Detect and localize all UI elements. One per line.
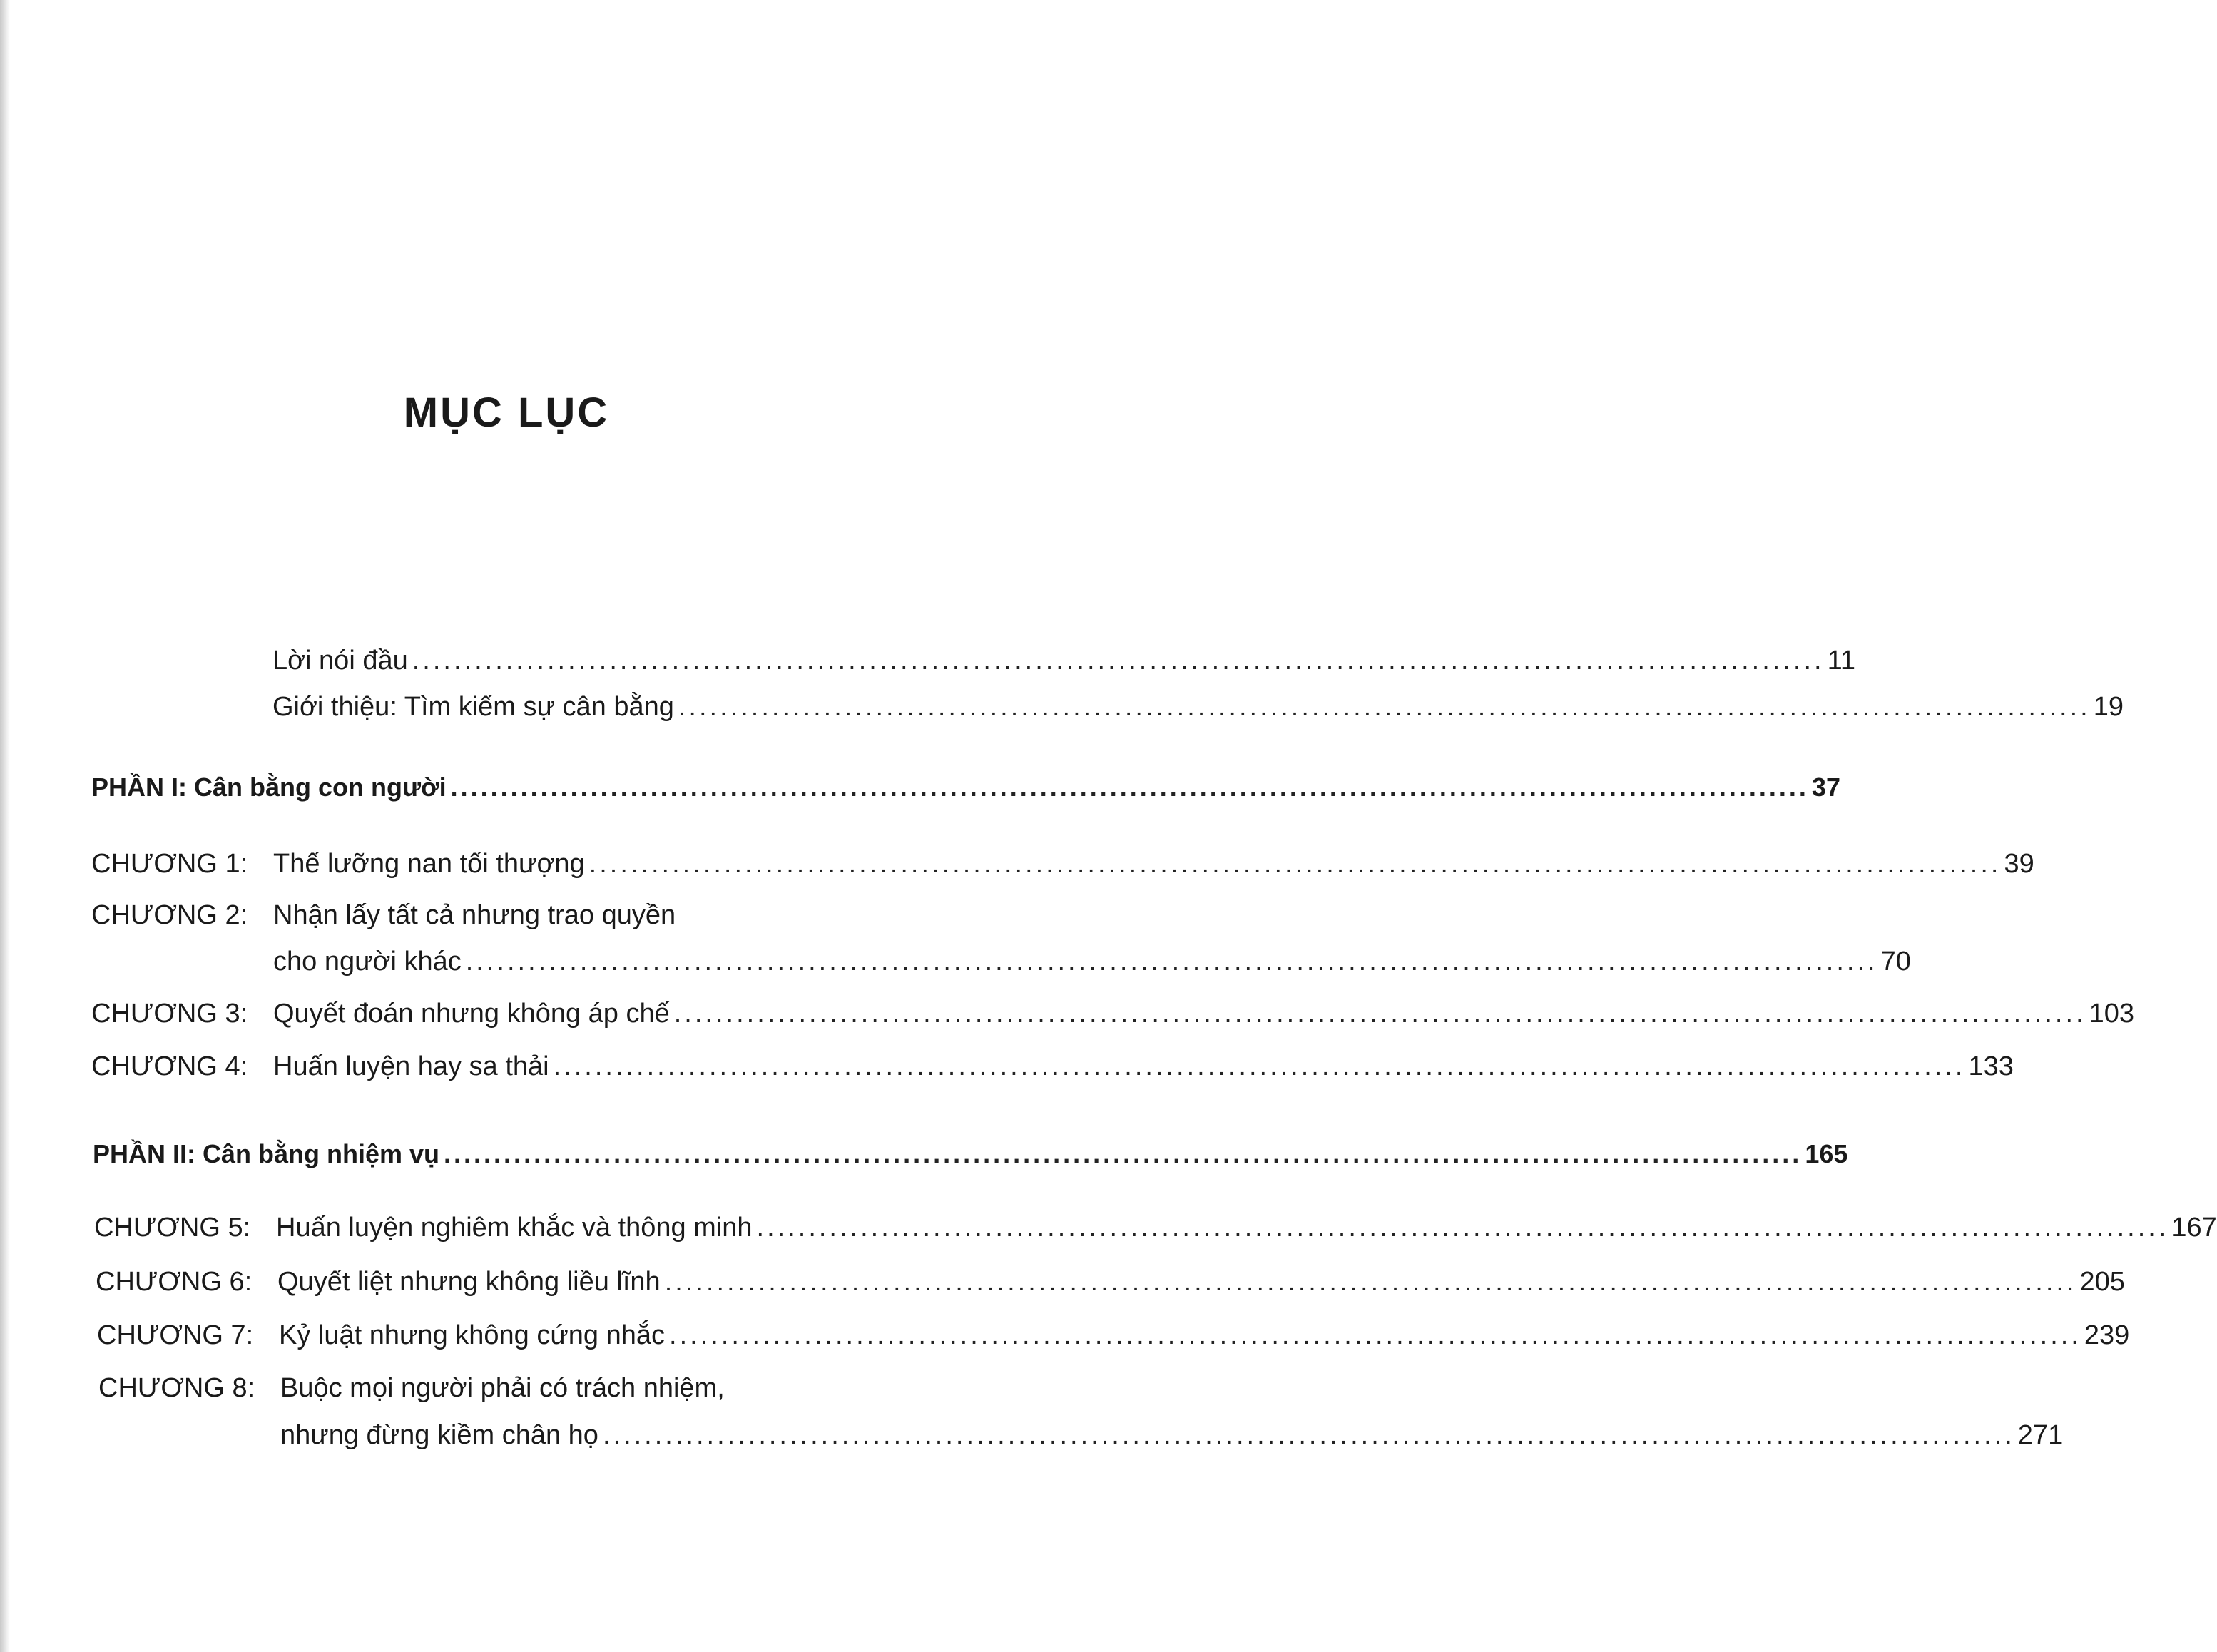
dot-leader: ........................................................................................................................................ bbox=[664, 1267, 2077, 1297]
dot-leader: ........................................................................................................................................ bbox=[553, 1051, 1966, 1081]
dot-leader: ........................................................................................................................................ bbox=[673, 999, 2086, 1029]
toc-chapter-4[interactable] bbox=[91, 1051, 2014, 1082]
toc-page-number: 239 bbox=[2084, 1320, 2130, 1350]
toc-chapter-8[interactable] bbox=[98, 1373, 914, 1404]
toc-page-number: 205 bbox=[2079, 1267, 2125, 1297]
toc-chapter-5[interactable] bbox=[94, 1213, 2217, 1243]
toc-part-title: PHẦN II: Cân bằng nhiệm vụ bbox=[93, 1139, 440, 1168]
toc-chapter-2[interactable] bbox=[91, 900, 913, 931]
toc-page-number: 103 bbox=[2089, 999, 2134, 1029]
dot-leader: ........................................................................................................................................ bbox=[444, 1139, 1803, 1168]
toc-page-number: 19 bbox=[2093, 692, 2124, 722]
chapter-label: CHƯƠNG 2: bbox=[91, 900, 248, 930]
toc-chapter-8-continued[interactable] bbox=[280, 1420, 2064, 1451]
toc-part-title: PHẦN I: Cân bằng con người bbox=[91, 773, 447, 802]
chapter-title-line2: nhưng đừng kiềm chân họ bbox=[280, 1420, 598, 1450]
chapter-title-line1: Nhận lấy tất cả nhưng trao quyền bbox=[273, 900, 676, 930]
dot-leader: ........................................................................................................................................ bbox=[602, 1420, 2015, 1450]
toc-chapter-3[interactable] bbox=[91, 999, 2134, 1029]
chapter-label: CHƯƠNG 5: bbox=[94, 1213, 251, 1243]
chapter-label: CHƯƠNG 8: bbox=[98, 1373, 255, 1403]
toc-chapter-1[interactable] bbox=[91, 849, 2034, 879]
toc-chapter-2-continued[interactable] bbox=[273, 947, 1911, 977]
toc-part-2[interactable] bbox=[93, 1139, 1848, 1169]
toc-part-1[interactable] bbox=[91, 773, 1840, 802]
dot-leader: ........................................................................................................................................ bbox=[678, 692, 2091, 722]
toc-page-number: 133 bbox=[1968, 1051, 2014, 1081]
toc-page-number: 165 bbox=[1805, 1139, 1848, 1168]
chapter-title: Thế lưỡng nan tối thượng bbox=[273, 849, 585, 879]
chapter-title-line2: cho người khác bbox=[273, 947, 462, 977]
toc-entry-text: Lời nói đầu bbox=[272, 646, 408, 675]
page-edge-shadow bbox=[0, 0, 10, 1652]
chapter-label: CHƯƠNG 6: bbox=[96, 1267, 253, 1297]
toc-page-number: 39 bbox=[2004, 849, 2034, 879]
chapter-title: Quyết liệt nhưng không liều lĩnh bbox=[277, 1267, 661, 1297]
dot-leader: ........................................................................................................................................ bbox=[450, 773, 1809, 802]
toc-entry-text: Giới thiệu: Tìm kiếm sự cân bằng bbox=[272, 692, 674, 722]
chapter-title: Kỷ luật nhưng không cứng nhắc bbox=[279, 1320, 666, 1350]
toc-chapter-7[interactable] bbox=[97, 1320, 2130, 1351]
dot-leader: ........................................................................................................................................ bbox=[412, 646, 1825, 675]
dot-leader: ........................................................................................................................................ bbox=[588, 849, 2002, 879]
toc-page-number: 271 bbox=[2017, 1420, 2064, 1450]
dot-leader: ........................................................................................................................................ bbox=[465, 947, 1878, 977]
page-title: MỤC LỤC bbox=[403, 389, 610, 436]
toc-page-number: 11 bbox=[1827, 646, 1856, 675]
dot-leader: ........................................................................................................................................ bbox=[756, 1213, 2169, 1243]
toc-page-number: 70 bbox=[1880, 947, 1911, 977]
toc-page-number: 37 bbox=[1811, 773, 1840, 802]
toc-entry-introduction[interactable] bbox=[272, 692, 2124, 723]
chapter-label: CHƯƠNG 7: bbox=[97, 1320, 254, 1350]
chapter-label: CHƯƠNG 1: bbox=[91, 849, 248, 879]
chapter-title: Huấn luyện hay sa thải bbox=[273, 1051, 549, 1081]
toc-entry-preface[interactable] bbox=[272, 646, 1856, 676]
chapter-label: CHƯƠNG 3: bbox=[91, 999, 248, 1029]
chapter-title: Huấn luyện nghiêm khắc và thông minh bbox=[276, 1213, 753, 1243]
dot-leader: ........................................................................................................................................ bbox=[669, 1320, 2081, 1350]
chapter-title-line1: Buộc mọi người phải có trách nhiệm, bbox=[280, 1373, 725, 1403]
toc-chapter-6[interactable] bbox=[96, 1267, 2125, 1297]
toc-page-number: 167 bbox=[2171, 1213, 2217, 1243]
chapter-label: CHƯƠNG 4: bbox=[91, 1051, 248, 1081]
chapter-title: Quyết đoán nhưng không áp chế bbox=[273, 999, 670, 1029]
